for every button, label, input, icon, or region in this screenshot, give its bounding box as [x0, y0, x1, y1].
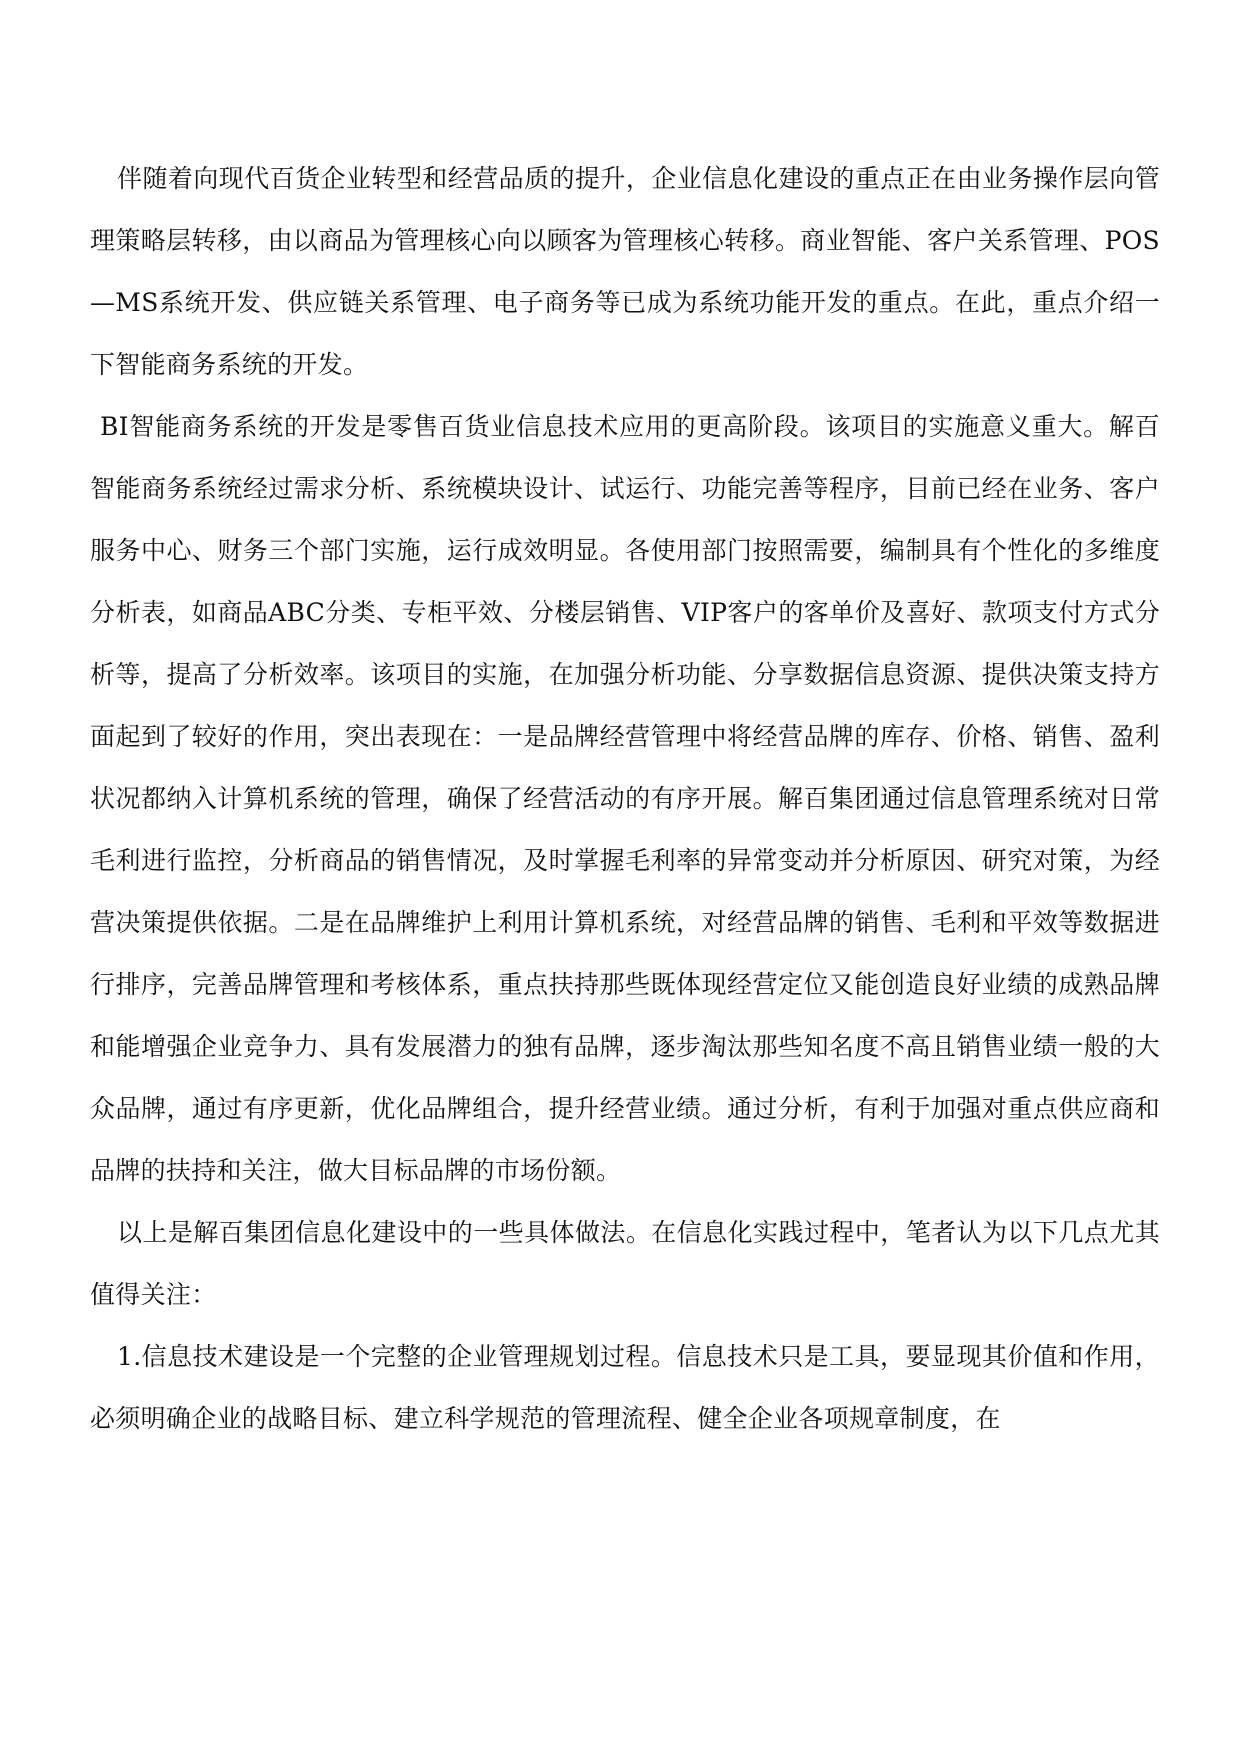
- paragraph-summary: 以上是解百集团信息化建设中的一些具体做法。在信息化实践过程中，笔者认为以下几点尤其值得关注：: [90, 1218, 1160, 1309]
- paragraph-intro: 伴随着向现代百货企业转型和经营品质的提升，企业信息化建设的重点正在由业务操作层向管理策略层转移，由以商品为管理核心向以顾客为管理核心转移。商业智能、客户关系管理、POS—MS系统开发、供应链关系管理、电子商务等已成为系统功能开发的重点。在此，重点介绍一下智能商务系统的开发。: [90, 164, 1160, 379]
- document-body: [90, 148, 1160, 1450]
- paragraph-bi-system: BI智能商务系统的开发是零售百货业信息技术应用的更高阶段。该项目的实施意义重大。解百智能商务系统经过需求分析、系统模块设计、试运行、功能完善等程序，目前已经在业务、客户服务中心、财务三个部门实施，运行成效明显。各使用部门按照需要，编制具有个性化的多维度分析表，如商品ABC分类、专柜平效、分楼层销售、VIP客户的客单价及喜好、款项支付方式分析等，提高了分析效率。该项目的实施，在加强分析功能、分享数据信息资源、提供决策支持方面起到了较好的作用，突出表现在：一是品牌经营管理中将经营品牌的库存、价格、销售、盈利状况都纳入计算机系统的管理，确保了经营活动的有序开展。解百集团通过信息管理系统对日常毛利进行监控，分析商品的销售情况，及时掌握毛利率的异常变动并分析原因、研究对策，为经营决策提供依据。二是在品牌维护上利用计算机系统，对经营品牌的销售、毛利和平效等数据进行排序，完善品牌管理和考核体系，重点扶持那些既体现经营定位又能创造良好业绩的成熟品牌和能增强企业竞争力、具有发展潜力的独有品牌，逐步淘汰那些知名度不高且销售业绩一般的大众品牌，通过有序更新，优化品牌组合，提升经营业绩。通过分析，有利于加强对重点供应商和品牌的扶持和关注，做大目标品牌的市场份额。: [90, 412, 1160, 1185]
- paragraph-point-1: 1.信息技术建设是一个完整的企业管理规划过程。信息技术只是工具，要显现其价值和作用，必须明确企业的战略目标、建立科学规范的管理流程、健全企业各项规章制度，在: [90, 1342, 1160, 1433]
